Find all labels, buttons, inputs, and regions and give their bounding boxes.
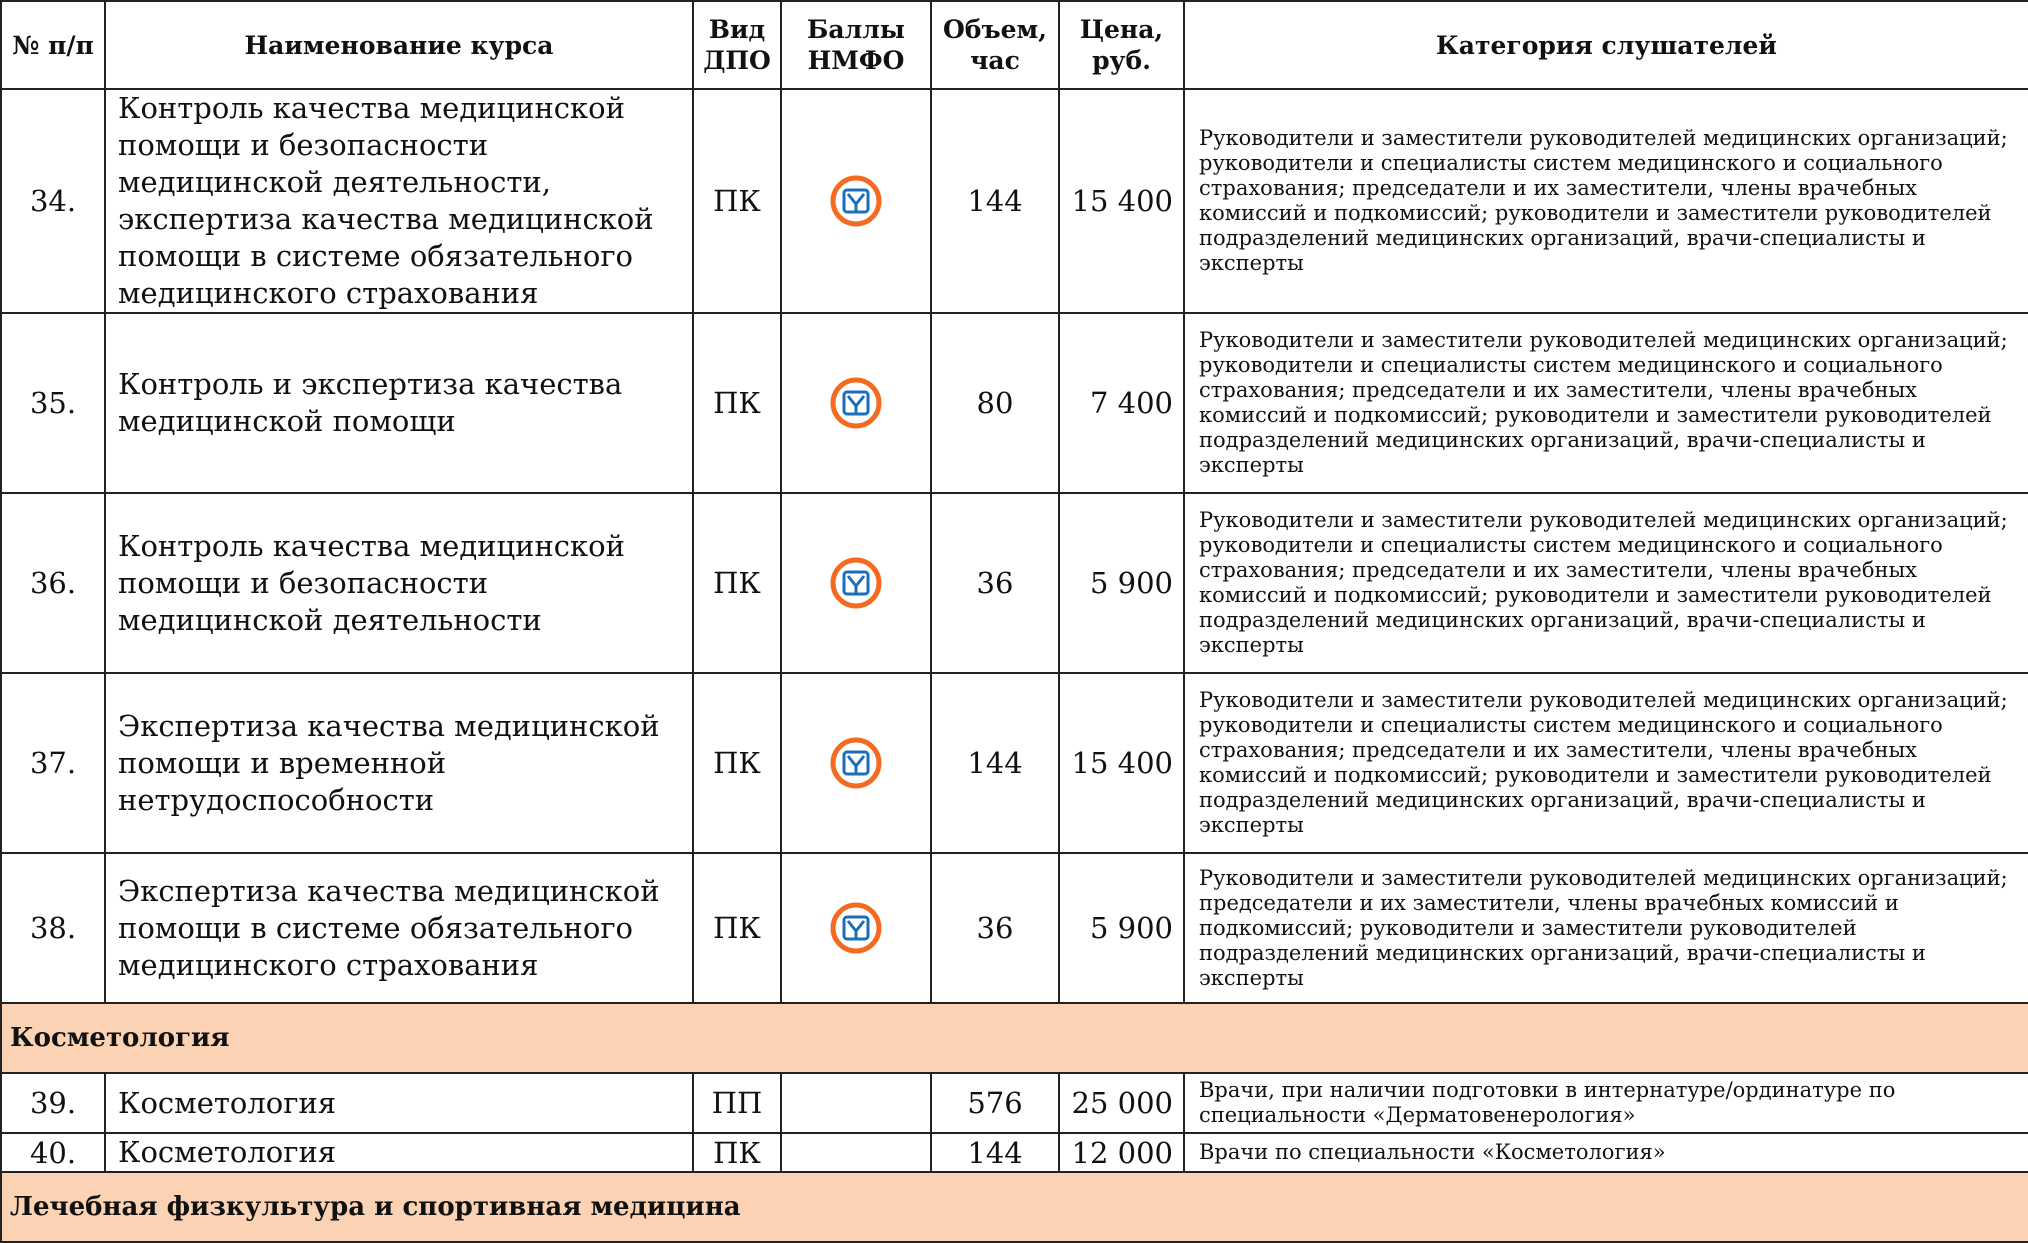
- header-num: № п/п: [1, 1, 105, 89]
- row-num: 34.: [1, 89, 105, 313]
- course-price: 7 400: [1059, 313, 1184, 493]
- row-num: 39.: [1, 1073, 105, 1133]
- course-category: Руководители и заместители руководителей медицинских организаций; председатели и их заместители, члены врачебных комиссий и подкомиссий; руководители и заместители руководителей подразделений медицинских организаций, врачи-специалисты и эксперты: [1184, 853, 2028, 1003]
- row-num: 36.: [1, 493, 105, 673]
- section-row-sports-medicine: [1, 1172, 2028, 1242]
- nmfo-cell-empty: [781, 1133, 931, 1172]
- course-type: ПК: [693, 673, 781, 853]
- course-name: Экспертиза качества медицинской помощи и временной нетрудоспособности: [105, 673, 693, 853]
- course-category: Руководители и заместители руководителей медицинских организаций; руководители и специалисты систем медицинского и социального страхования; председатели и их заместители, члены врачебных комиссий и подкомиссий; руководители и заместители руководителей подразделений медицинских организаций, врачи-специалисты и эксперты: [1184, 673, 2028, 853]
- course-hours: 144: [931, 1133, 1059, 1172]
- nmfo-cell-empty: [781, 1073, 931, 1133]
- header-hours: Объем, час: [931, 1, 1059, 89]
- nmfo-cell: [781, 853, 931, 1003]
- nmfo-cell: [781, 89, 931, 313]
- nmfo-logo-icon: [829, 556, 883, 610]
- course-name: Косметология: [105, 1073, 693, 1133]
- nmfo-logo-icon: [829, 174, 883, 228]
- table-row: [1, 493, 2028, 673]
- table-row: [1, 313, 2028, 493]
- course-type: ПП: [693, 1073, 781, 1133]
- nmfo-logo-icon: [829, 901, 883, 955]
- course-hours: 80: [931, 313, 1059, 493]
- table-row: [1, 1133, 2028, 1172]
- header-type: Вид ДПО: [693, 1, 781, 89]
- course-price: 15 400: [1059, 89, 1184, 313]
- table-row: [1, 1073, 2028, 1133]
- course-name: Контроль качества медицинской помощи и безопасности медицинской деятельности, экспертиза качества медицинской помощи в системе обязательного медицинского страхования: [105, 89, 693, 313]
- course-category: Врачи по специальности «Косметология»: [1184, 1133, 2028, 1172]
- course-name: Косметология: [105, 1133, 693, 1172]
- section-row-cosmetology: [1, 1003, 2028, 1073]
- row-num: 35.: [1, 313, 105, 493]
- table-row: [1, 673, 2028, 853]
- course-type: ПК: [693, 493, 781, 673]
- course-name: Контроль качества медицинской помощи и безопасности медицинской деятельности: [105, 493, 693, 673]
- course-type: ПК: [693, 1133, 781, 1172]
- course-type: ПК: [693, 89, 781, 313]
- course-price: 5 900: [1059, 853, 1184, 1003]
- nmfo-cell: [781, 313, 931, 493]
- course-category: Руководители и заместители руководителей медицинских организаций; руководители и специалисты систем медицинского и социального страхования; председатели и их заместители, члены врачебных комиссий и подкомиссий; руководители и заместители руководителей подразделений медицинских организаций, врачи-специалисты и эксперты: [1184, 89, 2028, 313]
- row-num: 37.: [1, 673, 105, 853]
- header-points: Баллы НМФО: [781, 1, 931, 89]
- section-title: Лечебная физкультура и спортивная медицина: [1, 1172, 2028, 1242]
- course-type: ПК: [693, 853, 781, 1003]
- nmfo-logo-icon: [829, 376, 883, 430]
- row-num: 38.: [1, 853, 105, 1003]
- table-row: [1, 853, 2028, 1003]
- course-category: Руководители и заместители руководителей медицинских организаций; руководители и специалисты систем медицинского и социального страхования; председатели и их заместители, члены врачебных комиссий и подкомиссий; руководители и заместители руководителей подразделений медицинских организаций, врачи-специалисты и эксперты: [1184, 313, 2028, 493]
- course-hours: 36: [931, 853, 1059, 1003]
- course-name: Экспертиза качества медицинской помощи в системе обязательного медицинского страхования: [105, 853, 693, 1003]
- course-hours: 36: [931, 493, 1059, 673]
- header-name: Наименование курса: [105, 1, 693, 89]
- course-price: 12 000: [1059, 1133, 1184, 1172]
- course-type: ПК: [693, 313, 781, 493]
- course-price: 5 900: [1059, 493, 1184, 673]
- course-hours: 144: [931, 673, 1059, 853]
- section-title: Косметология: [1, 1003, 2028, 1073]
- nmfo-cell: [781, 673, 931, 853]
- course-category: Врачи, при наличии подготовки в интернатуре/ординатуре по специальности «Дерматовенерология»: [1184, 1073, 2028, 1133]
- header-category: Категория слушателей: [1184, 1, 2028, 89]
- course-category: Руководители и заместители руководителей медицинских организаций; руководители и специалисты систем медицинского и социального страхования; председатели и их заместители, члены врачебных комиссий и подкомиссий; руководители и заместители руководителей подразделений медицинских организаций, врачи-специалисты и эксперты: [1184, 493, 2028, 673]
- nmfo-cell: [781, 493, 931, 673]
- course-name: Контроль и экспертиза качества медицинской помощи: [105, 313, 693, 493]
- nmfo-logo-icon: [829, 736, 883, 790]
- row-num: 40.: [1, 1133, 105, 1172]
- course-price: 25 000: [1059, 1073, 1184, 1133]
- header-row: [1, 1, 2028, 89]
- course-price: 15 400: [1059, 673, 1184, 853]
- course-hours: 576: [931, 1073, 1059, 1133]
- table-row: [1, 89, 2028, 313]
- header-price: Цена, руб.: [1059, 1, 1184, 89]
- course-hours: 144: [931, 89, 1059, 313]
